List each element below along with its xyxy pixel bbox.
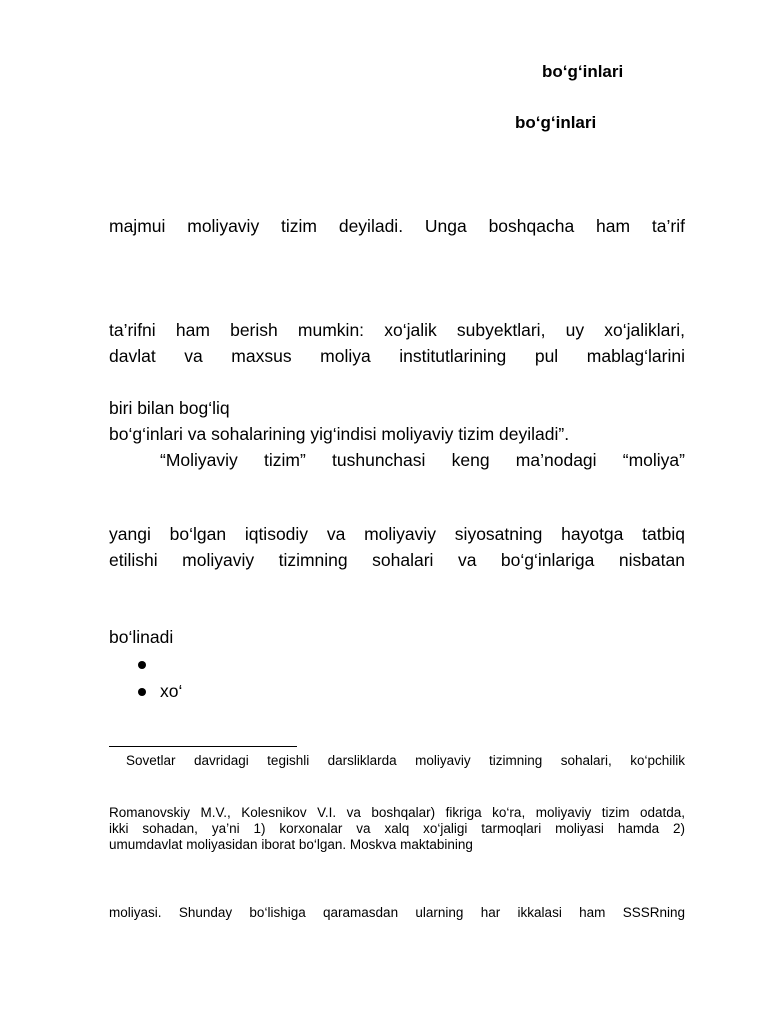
footnote-line: umumdavlat moliyasidan iborat bo‘lgan. Moskva maktabining: [109, 837, 473, 852]
body-line: yangi bo‘lgan iqtisodiy va moliyaviy siyosatning hayotga tatbiq: [109, 524, 685, 544]
body-line: bo‘g‘inlari va sohalarining yig‘indisi moliyaviy tizim deyiladi”.: [109, 424, 570, 444]
bullet-dot: [138, 688, 146, 696]
heading-1: bo‘g‘inlari: [542, 62, 624, 81]
bullet-dot: [138, 661, 146, 669]
body-line: bo‘linadi: [109, 627, 174, 647]
heading-2: bo‘g‘inlari: [515, 113, 597, 132]
footnote-line: Sovetlar davridagi tegishli darsliklarda moliyaviy tizimning sohalari, ko‘pchilik: [126, 753, 685, 768]
body-line: biri bilan bog‘liq: [109, 398, 230, 418]
body-line: etilishi moliyaviy tizimning sohalari va bo‘g‘inlariga nisbatan: [109, 550, 685, 570]
bullet-item: xo‘: [160, 681, 183, 701]
body-line: ta’rifni ham berish mumkin: xo‘jalik subyektlari, uy xo‘jaliklari,: [109, 320, 685, 340]
footnote-line: Romanovskiy M.V., Kolesnikov V.I. va boshqalar) fikriga ko‘ra, moliyaviy tizim odatda,: [109, 805, 685, 820]
body-line-indented: “Moliyaviy tizim” tushunchasi keng ma’nodagi “moliya”: [160, 450, 685, 470]
body-line: majmui moliyaviy tizim deyiladi. Unga boshqacha ham ta’rif: [109, 216, 685, 236]
footnote-separator: [109, 746, 297, 747]
footnote-line: moliyasi. Shunday bo‘lishiga qaramasdan ularning har ikkalasi ham SSSRning: [109, 905, 685, 920]
footnote-line: ikki sohadan, ya’ni 1) korxonalar va xalq xo‘jaligi tarmoqlari moliyasi hamda 2): [109, 821, 685, 836]
body-line: davlat va maxsus moliya institutlarining pul mablag‘larini: [109, 346, 685, 366]
